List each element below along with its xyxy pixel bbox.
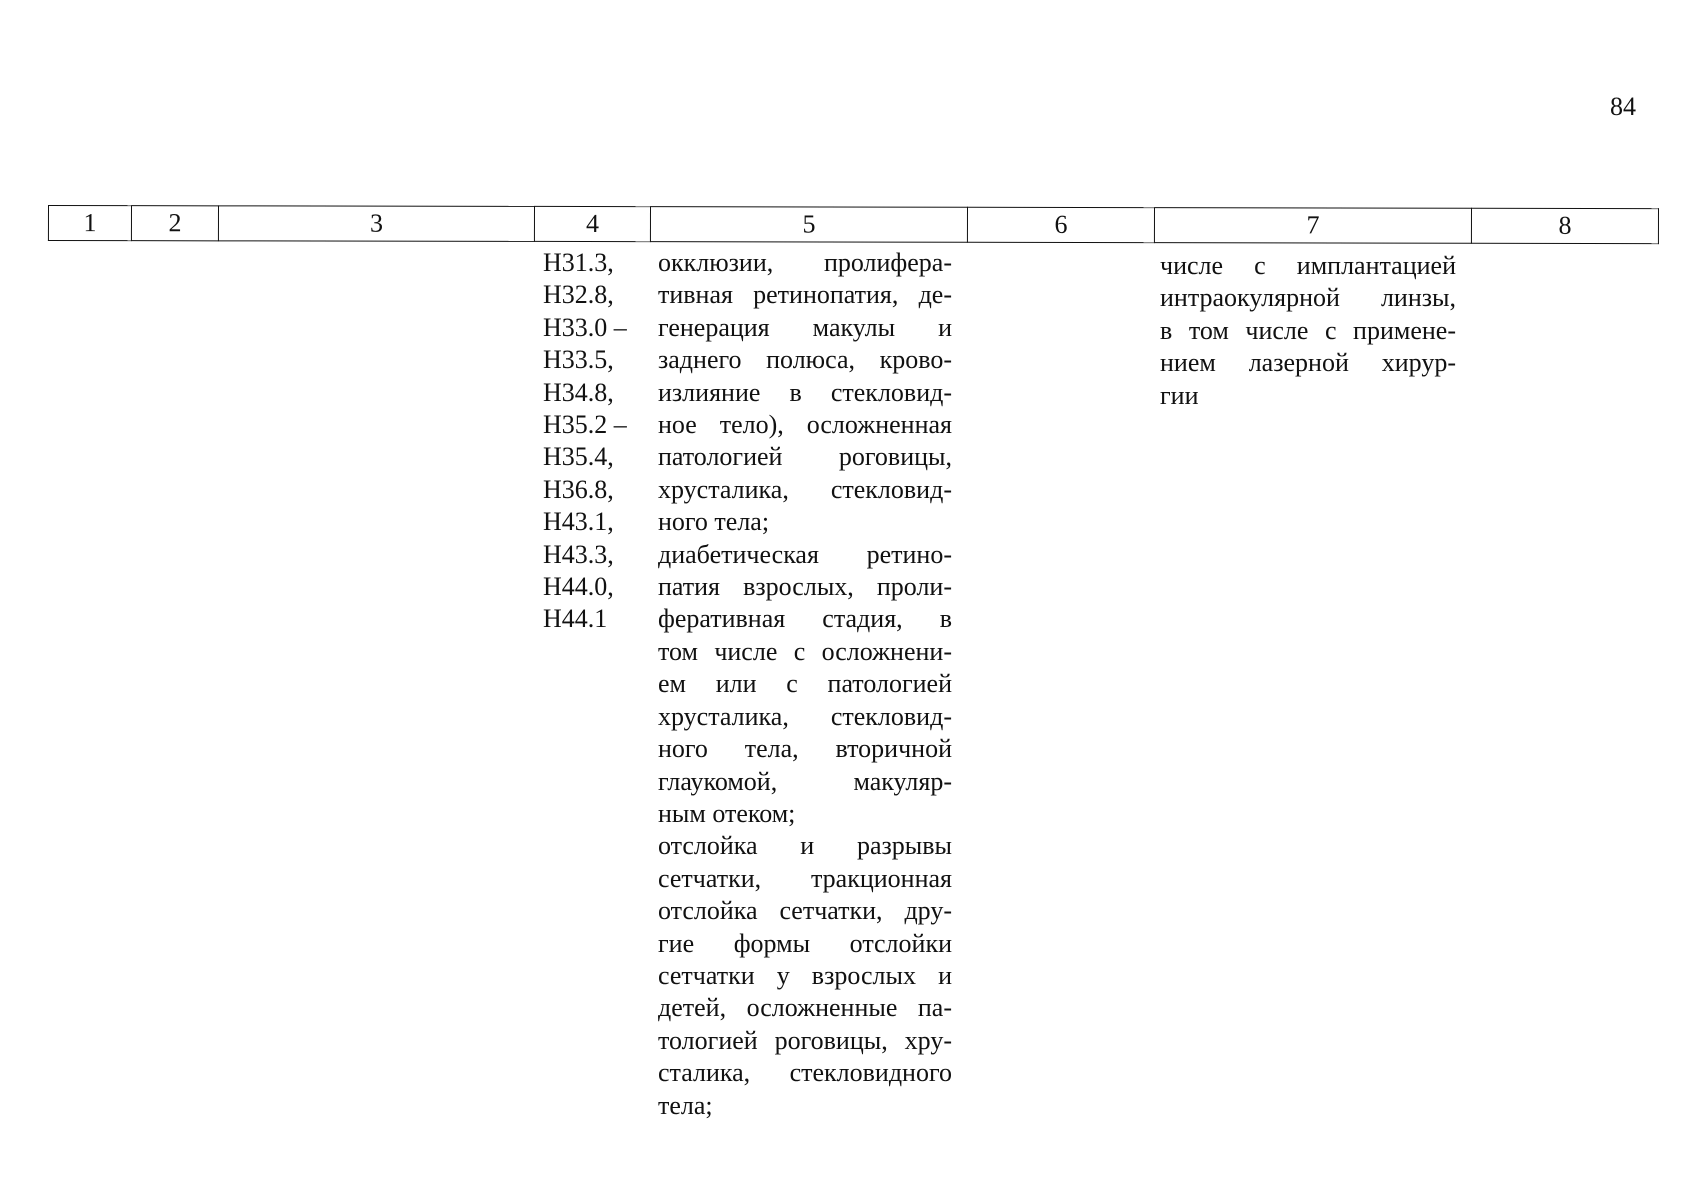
icd-code: H43.3, — [543, 539, 614, 569]
treatment-method-column — [1160, 250, 1456, 412]
method-line: нием лазерной хирур- — [1160, 348, 1456, 378]
diagnosis-line: отслойка и разрывы — [658, 831, 952, 861]
diagnosis-line: гие формы отслойки — [658, 928, 952, 958]
diagnosis-line: детей, осложненные па- — [658, 993, 952, 1023]
icd-code: H33.5, — [543, 345, 614, 375]
icd-code: H36.8, — [543, 474, 614, 504]
method-line: в том числе с примене- — [1160, 315, 1456, 345]
icd-code: H35.2 – — [543, 410, 627, 440]
diagnosis-line: сетчатки, тракционная — [658, 863, 952, 893]
icd-code: H44.0, — [543, 572, 614, 602]
diagnosis-line: отслойка сетчатки, дру- — [658, 896, 952, 926]
icd-code: H35.4, — [543, 442, 614, 472]
diagnosis-line: генерация макулы и — [658, 312, 952, 342]
diagnosis-line: хрусталика, стекловид- — [658, 474, 952, 504]
column-header-1: 1 — [48, 206, 131, 241]
diagnosis-line: ного тела; — [658, 507, 770, 537]
diagnosis-line: тивная ретинопатия, де- — [658, 280, 952, 310]
icd-code: H31.3, — [543, 248, 614, 277]
diagnosis-line: том числе с осложнени- — [658, 636, 952, 666]
diagnosis-line: ное тело), осложненная — [658, 410, 952, 440]
column-header-2: 2 — [131, 206, 218, 241]
diagnosis-line: глаукомой, макуляр- — [658, 766, 952, 796]
diagnosis-line: феративная стадия, в — [658, 604, 952, 634]
diagnosis-line: заднего полюса, крово- — [658, 345, 952, 375]
column-header-7: 7 — [1154, 208, 1471, 244]
page-number: 84 — [1610, 92, 1636, 121]
diagnosis-line: сетчатки у взрослых и — [658, 960, 952, 990]
diagnosis-line: сталика, стекловидного — [658, 1058, 952, 1088]
diagnosis-line: диабетическая ретино- — [658, 539, 952, 569]
diagnosis-line: тологией роговицы, хру- — [658, 1025, 952, 1055]
icd-code: H43.1, — [543, 507, 614, 537]
column-header-5: 5 — [650, 207, 967, 243]
diagnosis-column — [658, 247, 952, 1122]
column-header-table — [48, 205, 1659, 244]
diagnosis-line: ем или с патологией — [658, 669, 952, 699]
column-header-6: 6 — [967, 207, 1154, 242]
column-header-3: 3 — [218, 206, 534, 242]
icd-code: H33.0 – — [543, 312, 627, 342]
column-header-row — [48, 206, 1658, 244]
diagnosis-line: излияние в стекловид- — [658, 377, 952, 407]
diagnosis-line: окклюзии, пролифера- — [658, 248, 952, 277]
icd-code: H44.1 — [543, 604, 608, 634]
method-line: гии — [1160, 380, 1199, 410]
diagnosis-line: патия взрослых, проли- — [658, 572, 952, 602]
icd-code: H32.8, — [543, 280, 614, 310]
column-header-8: 8 — [1471, 208, 1658, 243]
icd-code: H34.8, — [543, 377, 614, 407]
method-line: интраокулярной линзы, — [1160, 283, 1456, 313]
diagnosis-line: тела; — [658, 1090, 713, 1120]
diagnosis-line: ным отеком; — [658, 798, 796, 828]
diagnosis-line: патологией роговицы, — [658, 442, 952, 472]
method-line: числе с имплантацией — [1160, 251, 1456, 280]
icd-codes-column — [543, 247, 648, 636]
diagnosis-line: ного тела, вторичной — [658, 734, 952, 764]
column-header-4: 4 — [534, 206, 650, 241]
diagnosis-line: хрусталика, стекловид- — [658, 701, 952, 731]
